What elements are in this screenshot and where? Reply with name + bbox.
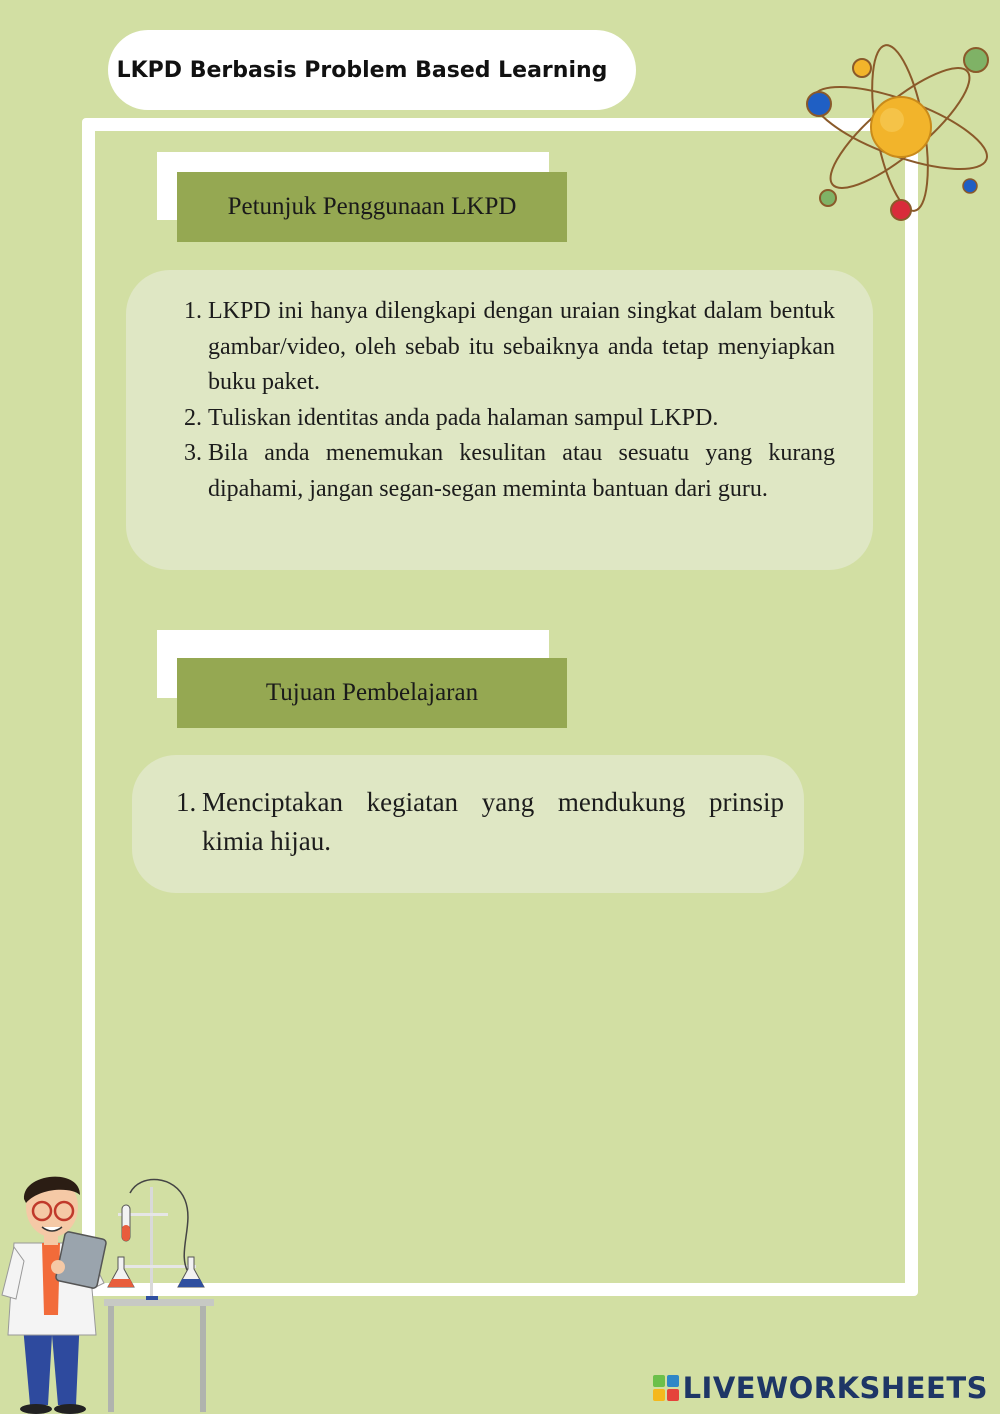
list-number: 1.: [176, 787, 197, 817]
list-item: [184, 401, 835, 437]
brand-logo: [653, 1368, 988, 1408]
instructions-box: [126, 270, 873, 570]
section1-heading: [177, 172, 567, 242]
list-text: Tuliskan identitas anda pada halaman sampul LKPD.: [208, 404, 719, 431]
instructions-list: [184, 294, 835, 507]
brand-name: LIVEWORKSHEETS: [682, 1371, 988, 1405]
section1-heading-text: Petunjuk Penggunaan LKPD: [227, 193, 517, 220]
list-item: [184, 436, 835, 507]
atom-icon: [800, 40, 995, 225]
list-number: 1.: [184, 298, 202, 324]
list-item: [176, 783, 784, 861]
list-number: 3.: [184, 440, 202, 466]
scientist-illustration: [0, 1165, 220, 1414]
page-title: LKPD Berbasis Problem Based Learning: [116, 57, 608, 83]
list-item: [184, 294, 835, 401]
brand-icon: [653, 1375, 679, 1401]
list-text: Menciptakan kegiatan yang mendukung prinsip kimia hijau.: [202, 787, 784, 856]
objectives-box: [132, 755, 804, 893]
title-pill: [108, 30, 636, 110]
section2-heading-text: Tujuan Pembelajaran: [265, 679, 479, 706]
objectives-list: [176, 783, 784, 861]
list-number: 2.: [184, 404, 202, 431]
section2-heading: [177, 658, 567, 728]
list-text: LKPD ini hanya dilengkapi dengan uraian singkat dalam bentuk gambar/video, oleh sebab itu sebaiknya anda tetap menyiapkan buku paket.: [208, 298, 835, 395]
list-text: Bila anda menemukan kesulitan atau sesuatu yang kurang dipahami, jangan segan-segan meminta bantuan dari guru.: [208, 440, 835, 502]
